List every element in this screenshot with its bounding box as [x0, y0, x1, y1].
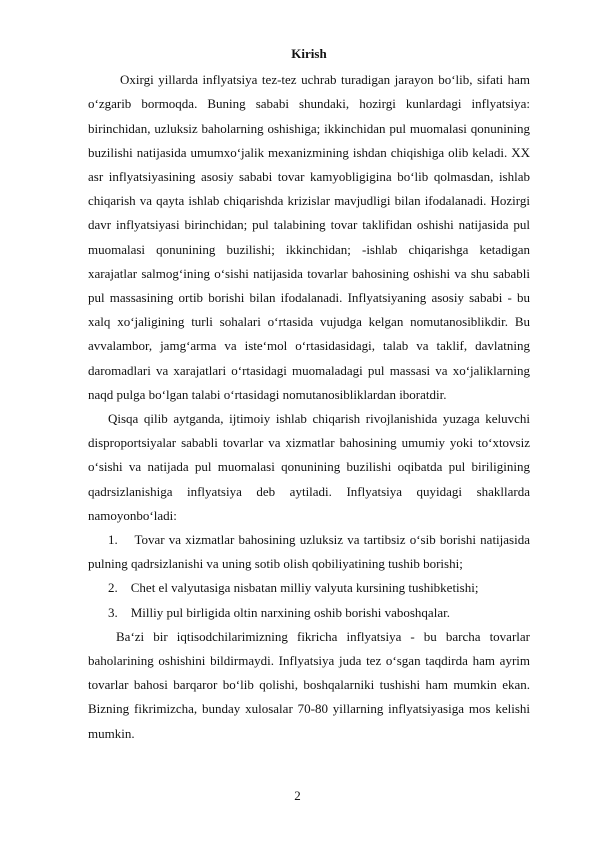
list-item-text: Chet el valyutasiga nisbatan milliy valyuta kursining tushibketishi;: [130, 580, 479, 596]
paragraph-intro: Oxirgi yillarda inflyatsiya tez-tez uchrab turadigan jarayon bo‘lib, sifati ham o‘zgarib bormoqda. Buning sababi shundaki, hozirgi kunlardagi inflyatsiya: birinchidan, uzluksiz baholarning oshishiga; ikkinchidan pul muomalasi qonunining buzilishi natijasida umumxo‘jalik mexanizmining ishdan chiqishiga olib keladi. XX asr inflyatsiyasining asosiy sababi tovar kamyobligigina bo‘lib qolmasdan, ishlab chiqarish va qayta ishlab chiqarishda krizislar mavjudligi bilan ifodalanadi. Hozirgi davr inflyatsiyasi birinchidan; pul talabining tovar taklifidan oshishi natijasida pul muomalasi qonunining buzilishi; ikkinchidan; -ishlab chiqarishga ketadigan xarajatlar salmog‘ining o‘sishi natijasida tovarlar bahosining oshishi va shu sababli pul massasining ortib borishi bilan ifodalanadi. Inflyatsiyaning asosiy sababi - bu xalq xo‘jaligining turli sohalari o‘rtasida vujudga kelgan nomutanosiblikdir. Bu avvalambor, jamg‘arma va iste‘mol o‘rtasidasidagi, talab va taklif, davlatning daromadlari va xarajatlari o‘rtasidagi muomaladagi pul massasi va xo‘jaliklarning naqd pulga bo‘lgan talabi o‘rtasidagi nomutanosibliklardan iboratdir.: [88, 72, 530, 402]
list-item: [88, 576, 530, 600]
list-item-text: Tovar va xizmatlar bahosining uzluksiz va tartibsiz o‘sib borishi natijasida pulning qadrsizlanishi va uning sotib olish qobiliyatining tushib borishi;: [88, 532, 530, 572]
list-item-number: 3.: [108, 604, 118, 620]
list-item: [88, 528, 530, 576]
document-page: [88, 42, 530, 746]
page-number: 2: [294, 788, 301, 803]
page-title: Kirish: [291, 46, 327, 61]
paragraph-definition: Qisqa qilib aytganda, ijtimoiy ishlab chiqarish rivojlanishida yuzaga keluvchi disproportsiyalar sababli tovarlar va xizmatlar bahosining umumiy yoki to‘xtovsiz o‘sishi va natijada pul muomalasi qonunining buzilishi oqibatda pul biriligining qadrsizlanishiga inflyatsiya deb aytiladi. Inflyatsiya quyidagi shakllarda namoyonbo‘ladi:: [88, 411, 530, 523]
list-item: [88, 601, 530, 625]
paragraph-closing: Ba‘zi bir iqtisodchilarimizning fikricha inflyatsiya - bu barcha tovarlar baholarining oshishini bildirmaydi. Inflyatsiya juda tez o‘sgan taqdirda ham ayrim tovarlar bahosi barqaror bo‘lib qolishi, boshqalarniki tushishi ham mumkin ekan. Bizning fikrimizcha, bunday xulosalar 70-80 yillarning inflyatsiyasiga mos kelishi mumkin.: [88, 628, 530, 741]
list-item-number: 1.: [108, 532, 118, 548]
list-item-number: 2.: [108, 580, 118, 596]
list-item-text: Milliy pul birligida oltin narxining oshib borishi vaboshqalar.: [130, 604, 450, 620]
